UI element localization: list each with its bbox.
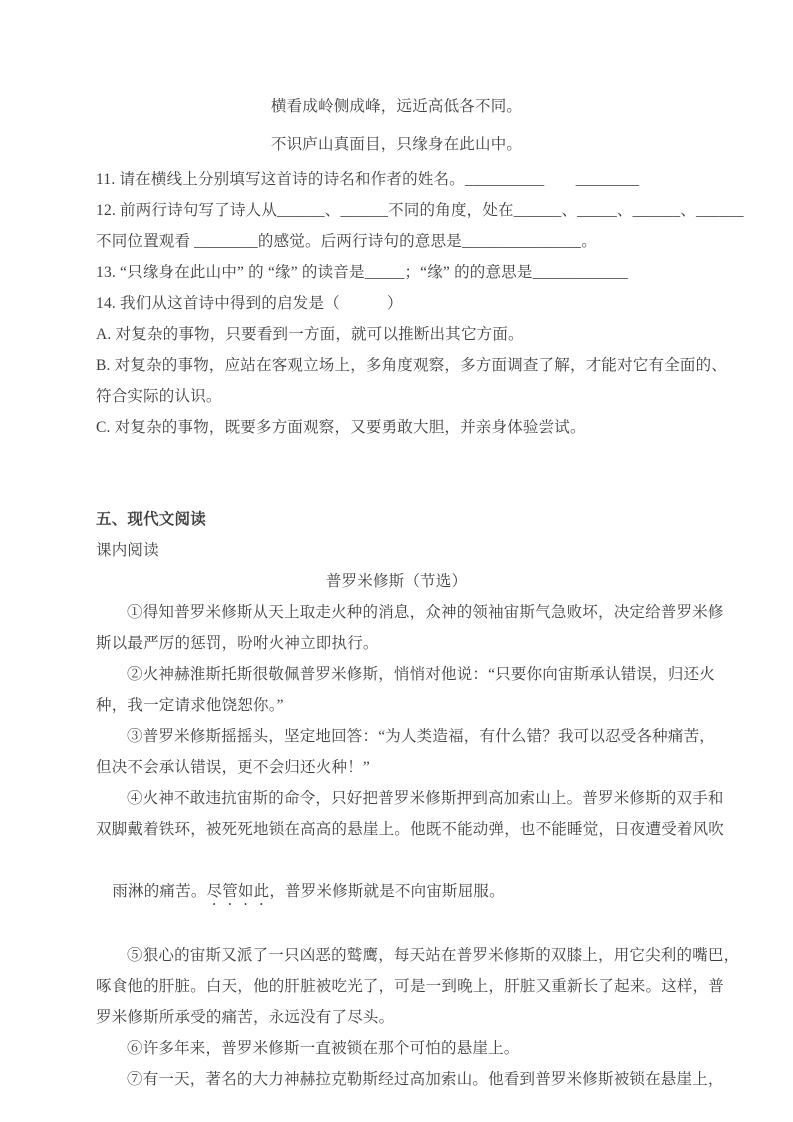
passage-paragraph-5-line-3: 罗米修斯所承受的痛苦，永远没有了尽头。 <box>96 1009 395 1026</box>
passage-paragraph-6: ⑥许多年来，普罗米修斯一直被锁在那个可怕的悬崖上。 <box>127 1040 520 1057</box>
poem-line-1: 横看成岭侧成峰，远近高低各不同。 <box>270 98 523 115</box>
question-12-line-2: 不同位置观看 ________的感觉。后两行诗句的意思是_______________。 <box>96 233 597 250</box>
section-5-heading: 五、现代文阅读 <box>96 511 206 528</box>
passage-title: 普罗米修斯（节选） <box>325 573 468 590</box>
passage-paragraph-2-line-2: 种，我一定请求他饶恕你。” <box>96 697 284 714</box>
paragraph-4-line-3-suffix: ，普罗米修斯就是不向宙斯屈服。 <box>269 883 505 900</box>
question-14-option-a: A. 对复杂的事物，只要看到一方面，就可以推断出其它方面。 <box>96 326 524 343</box>
passage-paragraph-5-line-2: 啄食他的肝脏。白天，他的肝脏被吃光了，可是一到晚上，肝脏又重新长了起来。这样，普 <box>96 978 725 995</box>
passage-paragraph-4-line-3 <box>96 845 753 940</box>
passage-paragraph-3-line-1: ③普罗米修斯摇摇头，坚定地回答：“为人类造福，有什么错？我可以忍受各种痛苦， <box>127 728 715 745</box>
question-14-option-b-line-2: 符合实际的认识。 <box>96 388 222 405</box>
passage-paragraph-5-line-1: ⑤狠心的宙斯又派了一只凶恶的鹫鹰，每天站在普罗米修斯的双膝上，用它尖利的嘴巴， <box>127 947 740 964</box>
question-14: 14. 我们从这首诗中得到的启发是（ ） <box>96 295 403 312</box>
section-5-subheading: 课内阅读 <box>96 542 159 559</box>
passage-paragraph-1-line-1: ①得知普罗米修斯从天上取走火种的消息，众神的领袖宙斯气急败坏，决定给普罗米修 <box>127 604 724 621</box>
question-12-line-1: 12. 前两行诗句写了诗人从______、______不同的角度，处在______、_____、______、______ <box>96 202 744 219</box>
passage-paragraph-1-line-2: 斯以最严厉的惩罚，吩咐火神立即执行。 <box>96 635 379 652</box>
question-14-option-c: C. 对复杂的事物，既要多方面观察，又要勇敢大胆，并亲身体验尝试。 <box>96 419 586 436</box>
question-13: 13. “只缘身在此山中” 的 “缘” 的读音是_____；“缘” 的的意思是____________ <box>96 264 628 281</box>
question-14-option-b-line-1: B. 对复杂的事物，应站在客观立场上，多角度观察，多方面调查了解，才能对它有全面的、 <box>96 357 727 374</box>
poem-line-2: 不识庐山真面目，只缘身在此山中。 <box>270 136 523 153</box>
passage-paragraph-3-line-2: 但决不会承认错误，更不会归还火种！” <box>96 759 370 776</box>
paragraph-4-line-3-prefix: 雨淋的痛苦。 <box>112 883 207 900</box>
passage-paragraph-4-line-1: ④火神不敢违抗宙斯的命令，只好把普罗米修斯押到高加索山上。普罗米修斯的双手和 <box>127 790 724 807</box>
passage-paragraph-2-line-1: ②火神赫淮斯托斯很敬佩普罗米修斯，悄悄对他说：“只要你向宙斯承认错误，归还火 <box>127 666 715 683</box>
question-11: 11. 请在横线上分别填写这首诗的诗名和作者的姓名。__________ ________ <box>96 171 640 188</box>
emphasized-phrase: 尽管如此 <box>206 883 270 900</box>
passage-paragraph-4-line-2: 双脚戴着铁环，被死死地锁在高高的悬崖上。他既不能动弹，也不能睡觉，日夜遭受着风吹 <box>96 821 725 838</box>
passage-paragraph-7: ⑦有一天，著名的大力神赫拉克勒斯经过高加索山。他看到普罗米修斯被锁在悬崖上， <box>127 1071 724 1088</box>
